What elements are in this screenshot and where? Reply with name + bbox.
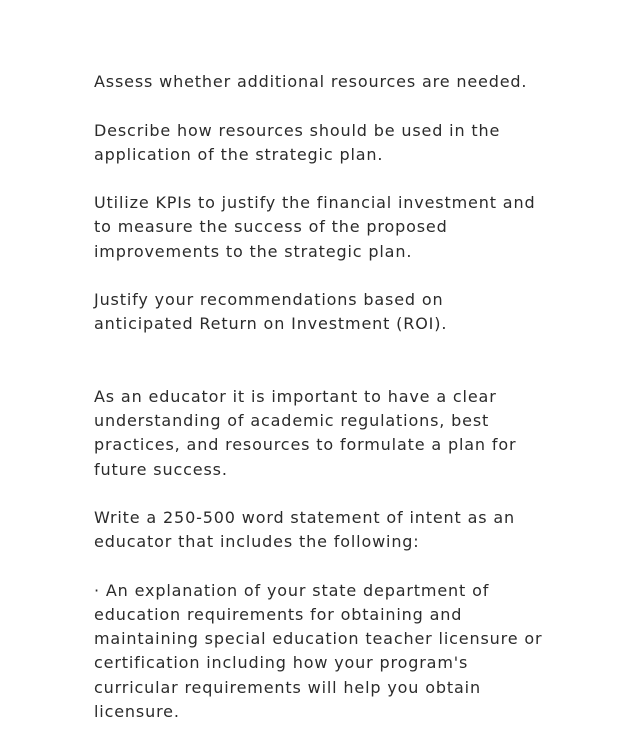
text-line: licensure. [94,701,180,721]
document-body [94,70,614,748]
text-line: anticipated Return on Investment (ROI). [94,314,448,334]
text-line: maintaining special education teacher licensure or [94,629,543,649]
text-line: Utilize KPIs to justify the financial investment and [94,193,536,213]
text-line: to measure the success of the proposed [94,217,448,237]
paragraph-educator-intro [94,385,614,482]
paragraph-describe-resources [94,119,614,167]
paragraph-statement-instructions [94,506,614,554]
text-line: Assess whether additional resources are needed. [94,72,528,91]
text-line: education requirements for obtaining and [94,605,463,625]
text-line: improvements to the strategic plan. [94,241,413,261]
text-line: Describe how resources should be used in the [94,120,501,140]
text-line: curricular requirements will help you obtain [94,677,481,697]
text-line: understanding of academic regulations, best [94,411,490,431]
text-line: practices, and resources to formulate a plan for [94,435,517,455]
text-line: educator that includes the following: [94,532,420,552]
text-line: future success. [94,459,228,479]
text-line: · An explanation of your state department of [94,580,490,600]
text-line: application of the strategic plan. [94,144,384,164]
text-line: Write a 250-500 word statement of intent as an [94,508,516,528]
text-line: certification including how your program's [94,653,469,673]
text-line: Justify your recommendations based on [94,290,444,310]
paragraph-requirement-bullet [94,579,614,724]
paragraph-assess-resources [94,70,614,94]
paragraph-utilize-kpis [94,191,614,264]
text-line: As an educator it is important to have a clear [94,387,497,407]
paragraph-justify-roi [94,288,614,336]
